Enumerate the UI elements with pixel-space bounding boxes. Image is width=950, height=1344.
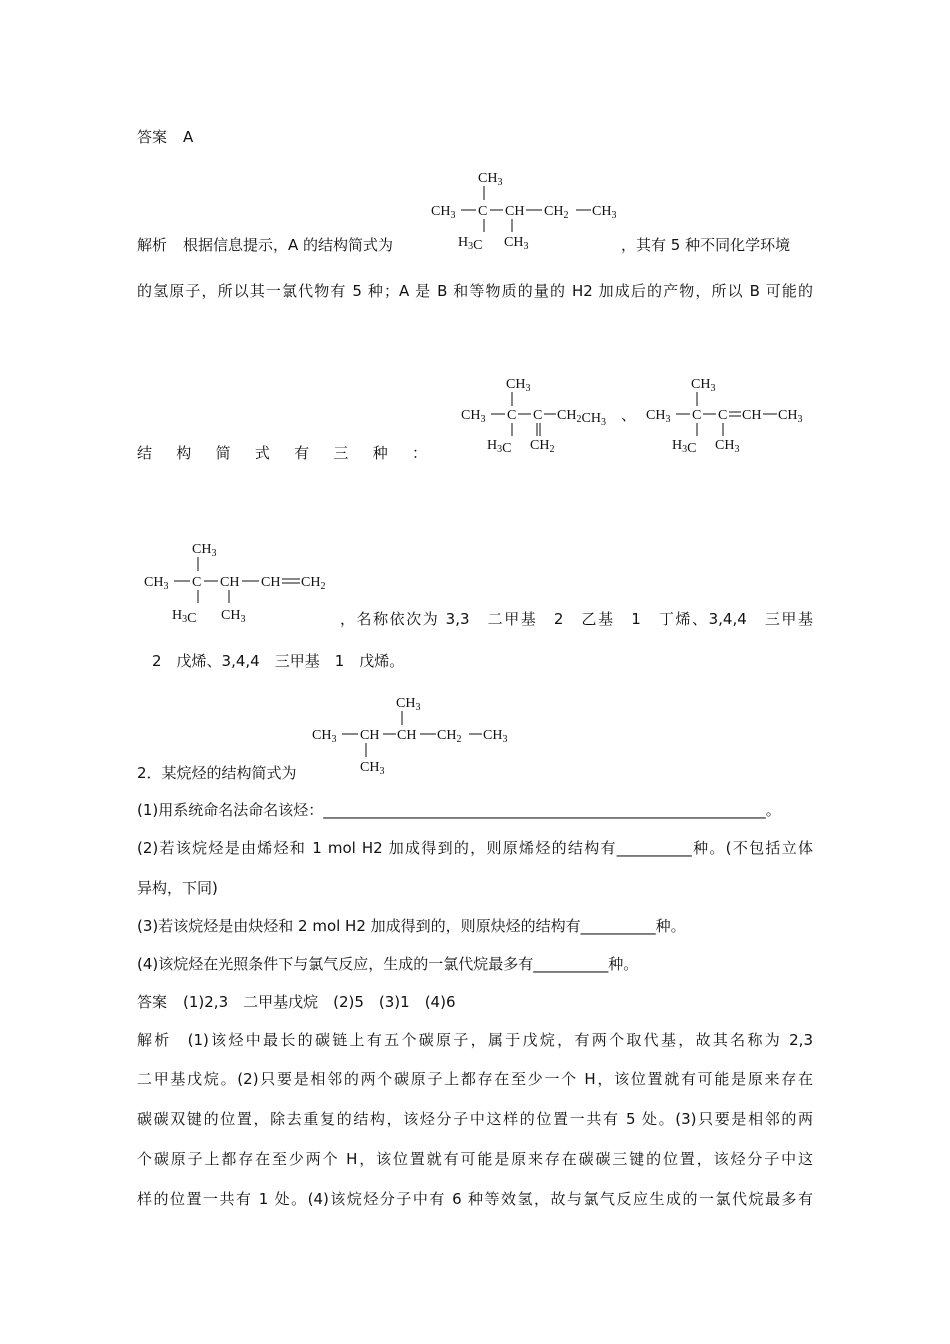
structure-b3-svg xyxy=(142,537,342,627)
struct-b1-bl: $H_3C$ xyxy=(487,438,512,456)
struct-q2-left: $CH_3$ xyxy=(312,728,337,745)
answer-line-2 xyxy=(137,992,456,1012)
analysis1-line4: ，名称依次为 3,3 二甲基 2 乙基 1 丁烯、3,4,4 三甲基 xyxy=(340,610,813,628)
analysis2-line2: 二甲基戊烷。(2)只要是相邻的两个碳原子上都存在至少一个 H，该位置就有可能是原来存在 xyxy=(137,1070,813,1088)
struct-a-bm: $CH_3$ xyxy=(504,235,529,252)
struct-b3-r1: CH xyxy=(261,575,281,590)
struct-b3-top: $CH_3$ xyxy=(192,542,217,559)
q2-part2-line2: 异构，下同) xyxy=(137,879,218,897)
answer2-label: 答案 xyxy=(137,993,168,1011)
q2-part4: (4)该烷烃在光照条件下与氯气反应，生成的一氯代烷最多有__________种。 xyxy=(137,955,639,973)
struct-b1-c2: C xyxy=(533,408,543,423)
struct-b2-r1: CH xyxy=(742,408,762,423)
structure-b1 xyxy=(460,372,620,466)
analysis1-line5: 2 戊烯、3,4,4 三甲基 1 戊烯。 xyxy=(152,652,405,670)
q2-stem: 2．某烷烃的结构简式为 xyxy=(137,764,297,782)
struct-q2-c1: CH xyxy=(360,728,380,743)
struct-b1-left: $CH_3$ xyxy=(461,408,486,425)
struct-b1-bm: $CH_2$ xyxy=(530,438,555,455)
struct-q2-c2: CH xyxy=(397,728,417,743)
answer-line-1 xyxy=(137,127,193,147)
analysis2-line4: 个碳原子上都存在至少两个 H，该位置就有可能是原来存在碳碳三键的位置，该烃分子中这 xyxy=(137,1150,813,1168)
struct-a-left: $CH_3$ xyxy=(431,204,456,221)
struct-q2-r2: $CH_3$ xyxy=(483,728,508,745)
struct-b2-c1: C xyxy=(692,408,702,423)
struct-q2-r1: $CH_2$ xyxy=(437,728,462,745)
struct-b2-top: $CH_3$ xyxy=(691,377,716,394)
struct-a-r1: $CH_2$ xyxy=(544,204,569,221)
answer-value: A xyxy=(183,128,194,146)
analysis2-line3: 碳碳双键的位置，除去重复的结构，该烃分子中这样的位置一共有 5 处。(3)只要是相邻的两 xyxy=(137,1110,813,1128)
analysis1-text-b: ，其有 5 种不同化学环境 xyxy=(621,236,791,254)
struct-b1-top: $CH_3$ xyxy=(506,377,531,394)
structure-a-svg xyxy=(428,166,628,256)
analysis1-line1-tail xyxy=(621,235,790,255)
analysis1-text-a: 根据信息提示，A 的结构简式为 xyxy=(183,236,394,254)
struct-a-c1: C xyxy=(478,204,488,219)
struct-b2-bm: $CH_3$ xyxy=(715,438,740,455)
struct-b1-c1: C xyxy=(507,408,517,423)
struct-a-bl: $H_3C$ xyxy=(458,235,483,253)
structure-b2-svg xyxy=(645,372,825,462)
q2-part3: (3)若该烷烃是由炔烃和 2 mol H2 加成得到的，则原炔烃的结构有__________种。 xyxy=(137,917,686,935)
analysis2-label: 解析 xyxy=(137,1031,172,1049)
answer-label: 答案 xyxy=(137,128,168,146)
analysis2-text-1: (1)该烃中最长的碳链上有五个碳原子，属于戊烷，有两个取代基，故其名称为 2,3 xyxy=(187,1031,813,1049)
separator-1: 、 xyxy=(621,406,637,424)
struct-b2-left: $CH_3$ xyxy=(646,408,671,425)
struct-b3-c2: CH xyxy=(220,575,240,590)
struct-b1-r1: $CH_2CH_3$ xyxy=(557,408,606,428)
struct-b3-left: $CH_3$ xyxy=(144,575,169,592)
struct-b2-r2: $CH_3$ xyxy=(778,408,803,425)
struct-b2-bl: $H_3C$ xyxy=(672,438,697,456)
structure-b1-svg xyxy=(460,372,620,462)
structure-b3 xyxy=(142,537,342,631)
answer2-value: (1)2,3 二甲基戊烷 (2)5 (3)1 (4)6 xyxy=(183,993,456,1011)
structure-q2-svg xyxy=(310,691,530,781)
struct-q2-bottom: $CH_3$ xyxy=(360,760,385,777)
struct-b3-c1: C xyxy=(192,575,202,590)
struct-b3-bm: $CH_3$ xyxy=(221,608,246,625)
struct-b3-bl: $H_3C$ xyxy=(172,608,197,626)
structure-q2 xyxy=(310,691,530,785)
struct-a-c2: CH xyxy=(505,204,525,219)
analysis1-line2: 的氢原子，所以其一氯代物有 5 种；A 是 B 和等物质的量的 H2 加成后的产物，所以 B 可能的 xyxy=(137,282,813,300)
struct-b3-r2: $CH_2$ xyxy=(301,575,326,592)
analysis2-line1 xyxy=(137,1030,813,1050)
q2-part2-line1: (2)若该烷烃是由烯烃和 1 mol H2 加成得到的，则原烯烃的结构有__________种。(不包括立体 xyxy=(137,839,813,857)
struct-q2-top: $CH_3$ xyxy=(396,696,421,713)
struct-b2-c2: C xyxy=(718,408,728,423)
q2-part1: (1)用系统命名法命名该烃：___________________________________________________________。 xyxy=(137,801,781,819)
structure-b2 xyxy=(645,372,825,466)
analysis-label: 解析 xyxy=(137,236,168,254)
analysis1-line3: 结构简式有三种： xyxy=(137,444,427,462)
structure-a xyxy=(428,166,628,260)
struct-a-top: $CH_3$ xyxy=(478,171,503,188)
analysis1-line1 xyxy=(137,235,393,255)
analysis2-line5: 样的位置一共有 1 处。(4)该烷烃分子中有 6 种等效氢，故与氯气反应生成的一氯代烷最多有 xyxy=(137,1190,813,1208)
struct-a-r2: $CH_3$ xyxy=(592,204,617,221)
